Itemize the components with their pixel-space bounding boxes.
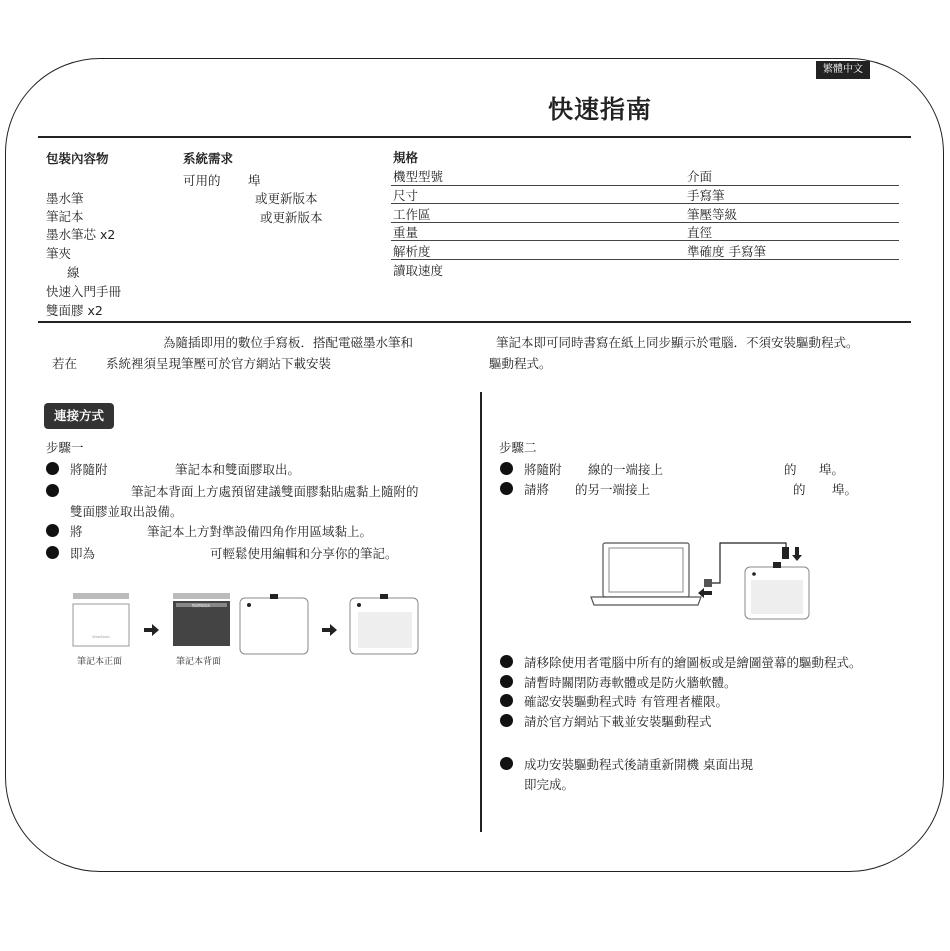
laptop-display: [609, 548, 683, 592]
tablet-led: [247, 603, 251, 607]
intro-text: 為隨插即用的數位手寫板．搭配電磁墨水筆和: [163, 335, 414, 350]
spec-label: 讀取速度: [393, 263, 444, 278]
bullet-icon: [500, 462, 513, 475]
step2-title: 步驟二: [499, 440, 537, 455]
package-item: 墨水筆: [46, 191, 84, 206]
note-text: 請於官方網站下載並安裝驅動程式: [524, 714, 712, 729]
step2-text: 請將: [524, 482, 550, 497]
adhesive-strip-label: 雙面膠黏貼處: [191, 603, 211, 608]
tablet-led: [357, 603, 361, 607]
step1-text: 筆記本和雙面膠取出。: [175, 462, 301, 477]
step1-text: 將隨附: [70, 462, 108, 477]
bullet-icon: [46, 484, 59, 497]
step1-text: 將: [70, 524, 83, 539]
notebook-brand: ViewSonic: [92, 635, 110, 639]
requirements-line: 或更新版本: [255, 191, 318, 206]
arrow-down-icon: [792, 547, 802, 561]
intro-text: 筆記本即可同時書寫在紙上同步顯示於電腦．不須安裝驅動程式。: [496, 335, 859, 350]
bullet-icon: [500, 482, 513, 495]
step2-text: 埠。: [819, 462, 845, 477]
spec-divider: [391, 185, 899, 186]
intro-text: 系統裡須呈現筆壓可於官方網站下載安裝: [106, 356, 332, 371]
arrow-right-icon: [144, 624, 159, 636]
specs-heading: 規格: [393, 150, 419, 165]
package-item: 線: [67, 265, 80, 280]
package-item: 墨水筆芯 x2: [46, 227, 116, 242]
usb-plug-icon: [704, 579, 712, 587]
requirements-line: 埠: [248, 173, 261, 188]
spec-label: 機型型號: [393, 169, 444, 184]
spec-label: 工作區: [393, 207, 431, 222]
spec-right: 直徑: [687, 225, 713, 240]
spec-divider: [391, 203, 899, 204]
package-item: 雙面膠 x2: [46, 303, 103, 318]
language-badge: 繁體中文: [816, 61, 870, 79]
step2-illustration: [588, 535, 828, 625]
bullet-icon: [500, 694, 513, 707]
bullet-icon: [46, 524, 59, 537]
spec-divider: [391, 240, 899, 241]
header-divider: [38, 136, 911, 138]
package-item: 筆夾: [46, 246, 72, 261]
step1-text: 可輕鬆使用編輯和分享你的筆記。: [210, 546, 398, 561]
bullet-icon: [46, 546, 59, 559]
arrow-right-icon: [322, 624, 337, 636]
requirements-line: 可用的: [183, 173, 221, 188]
note-text: 請暫時關閉防毒軟體或是防火牆軟體。: [524, 675, 737, 690]
spec-right: 介面: [687, 169, 713, 184]
laptop-base: [591, 597, 701, 605]
step1-text: 即為: [70, 546, 96, 561]
notebook-back: [173, 601, 230, 646]
spec-right: 準確度 手寫筆: [687, 244, 766, 259]
attached-notebook: [358, 612, 412, 648]
spec-divider: [391, 259, 899, 260]
spec-label: 解析度: [393, 244, 431, 259]
step1-title: 步驟一: [46, 440, 84, 455]
usb-c-plug-icon: [782, 547, 789, 559]
step1-text: 雙面膠並取出設備。: [70, 504, 183, 519]
step1-text: 筆記本上方對準設備四角作用區域黏上。: [147, 524, 373, 539]
intro-text: 若在: [52, 356, 78, 371]
spec-divider: [391, 222, 899, 223]
step2-text: 的: [793, 482, 806, 497]
note-text: 確認安裝驅動程式時 有管理者權限。: [524, 694, 728, 709]
step2-text: 的: [784, 462, 797, 477]
note-text: 請移除使用者電腦中所有的繪圖板或是繪圖螢幕的驅動程式。: [524, 655, 862, 670]
page-title: 快速指南: [548, 95, 653, 124]
notebook-strip: [173, 593, 230, 599]
requirements-line: 或更新版本: [260, 210, 323, 225]
page-frame: [5, 58, 944, 872]
section-divider: [38, 321, 911, 323]
tablet-port: [270, 594, 278, 599]
step2-text: 線的一端接上: [588, 462, 664, 477]
tablet-port: [380, 594, 388, 599]
step2-text: 的另一端接上: [575, 482, 651, 497]
step1-text: 筆記本背面上方處預留建議雙面膠黏貼處黏上隨附的: [131, 484, 419, 499]
tablet-surface: [751, 580, 803, 614]
package-item: 筆記本: [46, 209, 84, 224]
final-text: 成功安裝驅動程式後請重新開機 桌面出現: [524, 757, 753, 772]
bullet-icon: [500, 675, 513, 688]
tablet-port: [773, 562, 781, 568]
spec-right: 手寫筆: [687, 188, 725, 203]
package-heading: 包裝內容物: [46, 151, 109, 166]
package-item: 快速入門手冊: [46, 284, 122, 299]
intro-text: 驅動程式。: [489, 356, 552, 371]
step2-text: 埠。: [832, 482, 858, 497]
spec-right: 筆壓等級: [687, 207, 738, 222]
caption-back: 筆記本背面: [176, 657, 222, 667]
bullet-icon: [500, 655, 513, 668]
connection-badge: 連接方式: [44, 403, 114, 429]
spec-label: 重量: [393, 225, 419, 240]
notebook-front: [73, 604, 129, 646]
column-divider: [480, 392, 482, 832]
final-text: 即完成。: [524, 777, 575, 792]
bullet-icon: [500, 757, 513, 770]
step2-text: 將隨附: [524, 462, 562, 477]
caption-front: 筆記本正面: [77, 657, 123, 667]
bullet-icon: [500, 714, 513, 727]
spec-label: 尺寸: [393, 188, 419, 203]
bullet-icon: [46, 462, 59, 475]
notebook-strip: [73, 593, 129, 599]
requirements-heading: 系統需求: [183, 151, 234, 166]
tablet-led: [752, 572, 756, 576]
